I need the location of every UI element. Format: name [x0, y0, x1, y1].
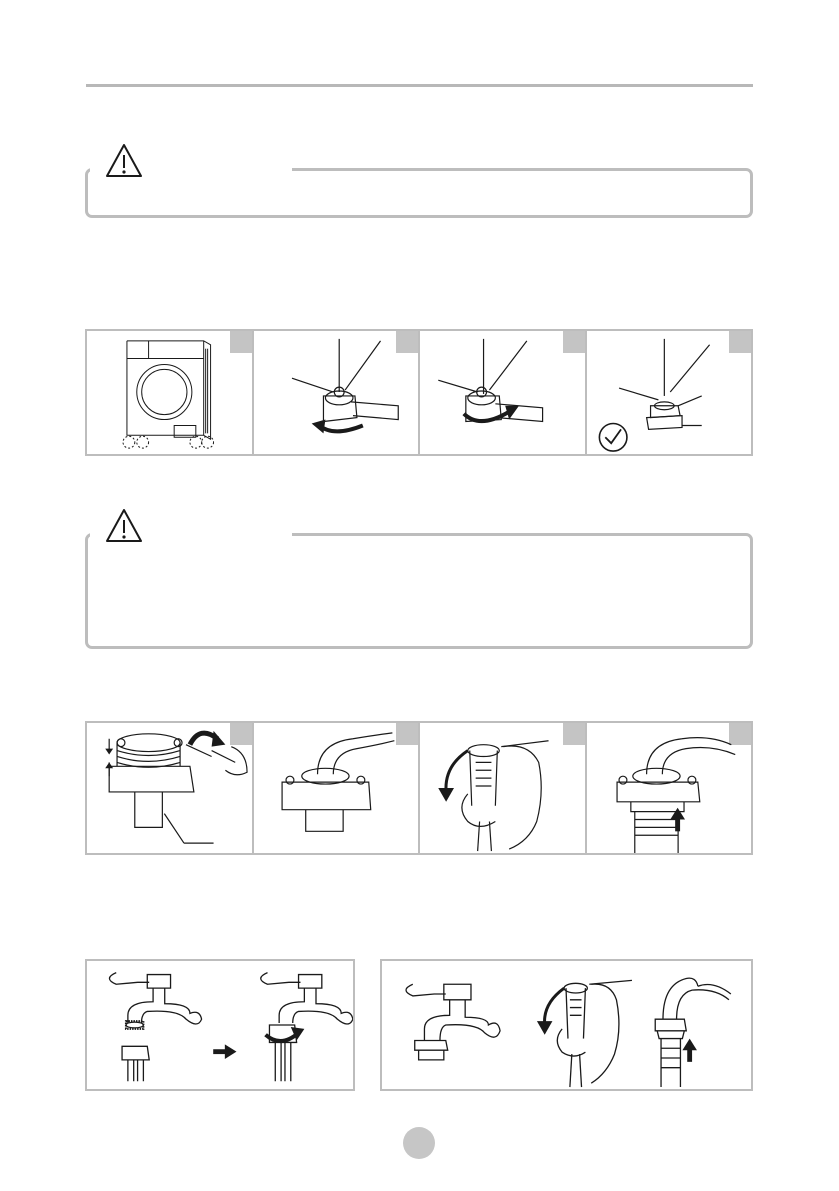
panel-push-hose-up — [587, 723, 752, 853]
panel-loosen-nut — [254, 331, 421, 454]
warning-triangle-icon — [104, 142, 144, 180]
panel-locked-nut — [587, 331, 752, 454]
rotate-arrow-icon — [319, 425, 362, 431]
wrench-tighten-illustration — [420, 331, 585, 454]
wrench-loosen-illustration — [254, 331, 419, 454]
check-circle-icon — [599, 423, 627, 451]
right-arrow-icon — [213, 1044, 236, 1059]
panel-adapter-screws — [87, 723, 254, 853]
rotate-arrow-icon — [446, 751, 468, 792]
panel-adjust-height — [420, 331, 587, 454]
tap-adapter-box — [85, 959, 355, 1091]
tap-hose-illustration — [382, 961, 751, 1089]
panel-twist-hose-coupling — [420, 723, 587, 853]
hose-adapter-illustration — [254, 723, 419, 853]
panel-machine-feet — [87, 331, 254, 454]
page-number-badge — [403, 1127, 435, 1159]
tap-adapter-illustration — [87, 961, 353, 1089]
adapter-screwdriver-illustration — [87, 723, 252, 853]
locked-foot-illustration — [587, 331, 752, 454]
warning-tab-1 — [90, 140, 292, 174]
warning-tab-2 — [90, 505, 292, 539]
header-rule — [86, 84, 753, 87]
tap-hose-box — [380, 959, 753, 1091]
hose-push-illustration — [587, 723, 752, 853]
washing-machine-illustration — [87, 331, 252, 454]
feet-adjustment-panels — [85, 329, 753, 456]
warning-triangle-icon — [104, 507, 144, 545]
rotate-arrow-icon — [464, 412, 509, 421]
warning-box-1 — [85, 168, 753, 218]
hose-connection-panels — [85, 721, 753, 855]
rotate-arrow-icon — [545, 988, 565, 1025]
rotate-arrow-icon — [266, 1033, 299, 1041]
panel-hose-into-adapter — [254, 723, 421, 853]
hand-coupling-illustration — [420, 723, 585, 853]
warning-box-2 — [85, 533, 753, 649]
up-arrow-icon — [682, 1039, 697, 1062]
